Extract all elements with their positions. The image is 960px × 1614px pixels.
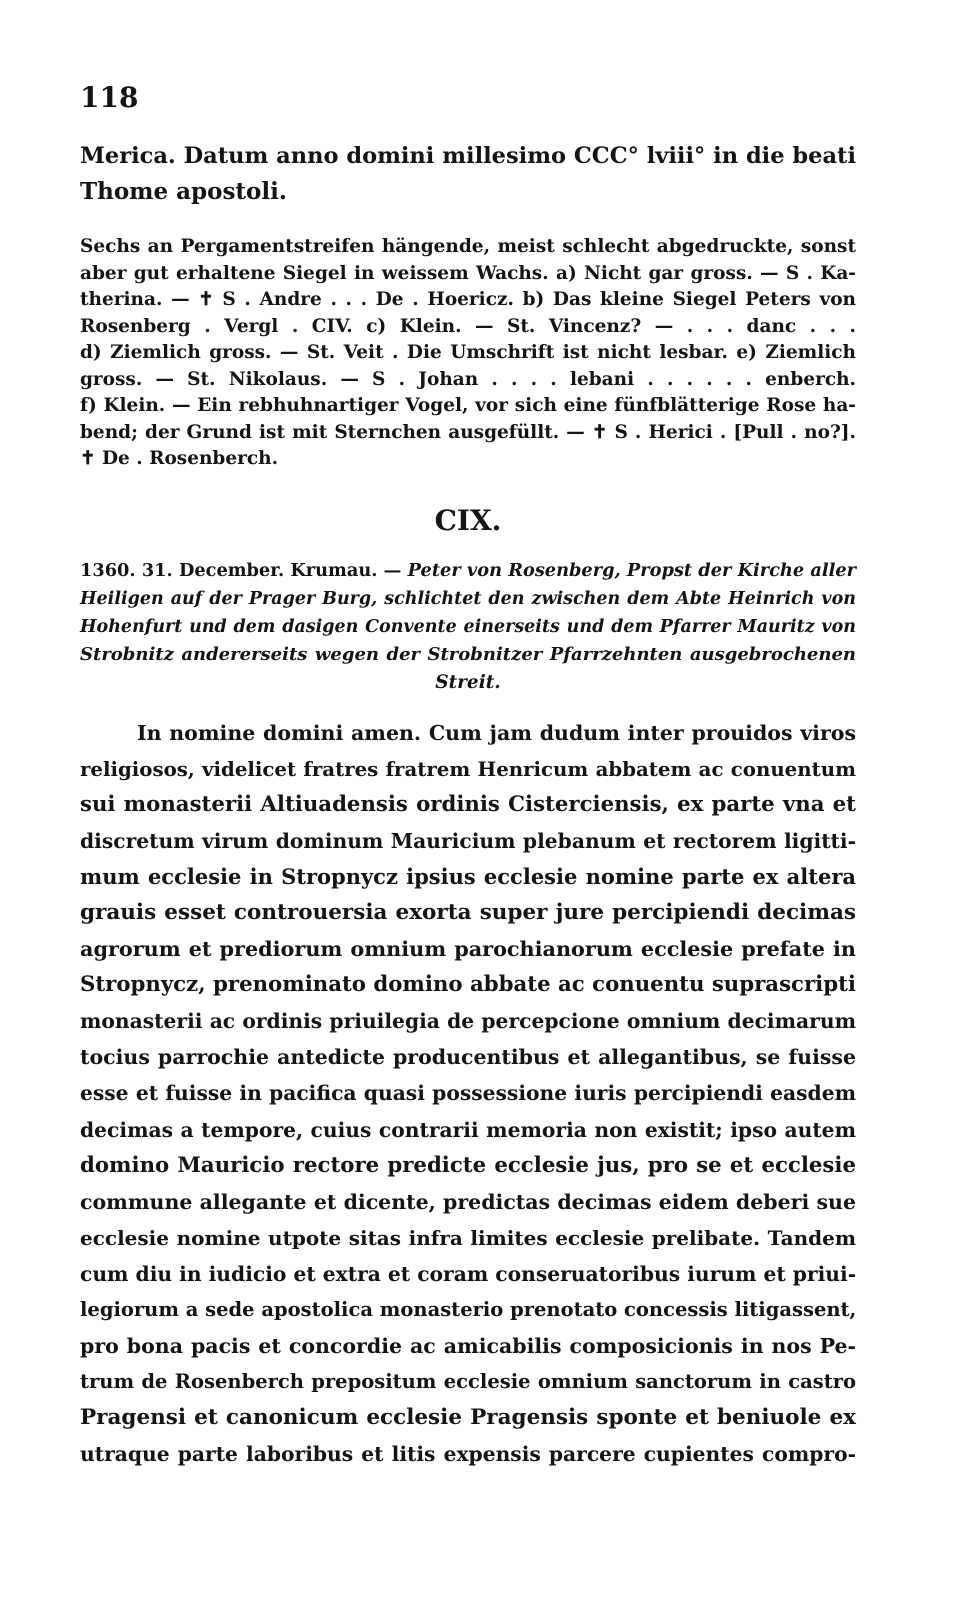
charter-text bbox=[80, 715, 856, 1473]
body-line: monasterii ac ordinis priuilegia de percepcione omnium decimarum bbox=[80, 1009, 856, 1034]
body-line: Pragensi et canonicum ecclesie Pragensis sponte et beniuole ex bbox=[80, 1405, 856, 1431]
note-line: therina. — ✝ S . Andre . . . De . Hoericz. b) Das kleine Siegel Peters von bbox=[80, 289, 856, 310]
regest-line: Strobnitz andererseits wegen der Strobnitzer Pfarrzehnten ausgebrochenen bbox=[80, 643, 856, 665]
body-line: cum diu in iudicio et extra et coram conseruatoribus iurum et priui- bbox=[80, 1261, 857, 1286]
document-number: CIX. bbox=[434, 503, 502, 537]
body-line: commune allegante et dicente, predictas decimas eidem deberi sue bbox=[80, 1189, 856, 1214]
text-line: Thome apostoli. bbox=[80, 178, 287, 205]
body-line: pro bona pacis et concordie ac amicabilis composicionis in nos Pe- bbox=[80, 1334, 856, 1359]
body-line: legiorum a sede apostolica monasterio prenotato concessis litigassent, bbox=[80, 1298, 857, 1321]
body-line: utraque parte laboribus et litis expensis parcere cupientes compro- bbox=[80, 1442, 856, 1467]
seal-notes bbox=[80, 234, 856, 473]
body-line: Stropnycz, prenominato domino abbate ac conuentu suprascripti bbox=[80, 972, 856, 998]
body-line: domino Mauricio rectore predicte ecclesie jus, pro se et ecclesie bbox=[80, 1152, 856, 1178]
body-line: ecclesie nomine utpote sitas infra limites ecclesie prelibate. Tandem bbox=[80, 1225, 856, 1250]
body-line: religiosos, videlicet fratres fratrem Henricum abbatem ac conuentum bbox=[80, 756, 856, 781]
body-line: trum de Rosenberch prepositum ecclesie omnium sanctorum in castro bbox=[80, 1370, 856, 1394]
note-line: Rosenberg . Vergl . CIV. c) Klein. — St. Vincenz? — . . . danc . . . bbox=[80, 315, 856, 337]
lead-paragraph bbox=[80, 138, 856, 210]
note-line: gross. — St. Nikolaus. — S . Johan . . . . lebani . . . . . . enberch. bbox=[80, 368, 856, 390]
note-line: bend; der Grund ist mit Sternchen ausgefüllt. — ✝ S . Herici . [Pull . no?]. bbox=[80, 421, 856, 443]
body-line: sui monasterii Altiuadensis ordinis Cisterciensis, ex parte vna et bbox=[80, 791, 856, 817]
body-line: decimas a tempore, cuius contrarii memoria non existit; ipso autem bbox=[80, 1117, 856, 1142]
body-line: In nomine domini amen. Cum jam dudum inter prouidos viros bbox=[137, 720, 856, 745]
regest-heading bbox=[80, 557, 856, 697]
regest-line: Hohenfurt und dem dasigen Convente einerseits und dem Pfarrer Mauritz von bbox=[80, 616, 856, 637]
regest-date-place: 1360. 31. December. Krumau. — bbox=[80, 559, 402, 581]
note-line: Sechs an Pergamentstreifen hängende, meist schlecht abgedruckte, sonst bbox=[80, 236, 856, 257]
text-line: Merica. Datum anno domini millesimo CCC° lviii° in die beati bbox=[80, 143, 856, 169]
body-line: discretum virum dominum Mauricium plebanum et rectorem ligitti- bbox=[80, 828, 856, 853]
body-line: agrorum et prediorum omnium parochianorum ecclesie prefate in bbox=[80, 937, 856, 962]
regest-line: Streit. bbox=[435, 671, 501, 693]
regest-line bbox=[80, 557, 856, 585]
note-line: d) Ziemlich gross. — St. Veit . Die Umschrift ist nicht lesbar. e) Ziemlich bbox=[80, 342, 856, 363]
page-number: 118 bbox=[80, 81, 139, 114]
body-line: tocius parrochie antedicte producentibus et allegantibus, se fuisse bbox=[80, 1045, 856, 1070]
body-line: grauis esset controuersia exorta super jure percipiendi decimas bbox=[80, 899, 856, 925]
regest-summary-start: Peter von Rosenberg, Propst der Kirche aller bbox=[407, 559, 856, 581]
note-line: f) Klein. — Ein rebhuhnartiger Vogel, vor sich eine fünfblätterige Rose ha- bbox=[80, 395, 856, 416]
regest-line: Heiligen auf der Prager Burg, schlichtet den zwischen dem Abte Heinrich von bbox=[80, 588, 856, 609]
note-line: ✝ De . Rosenberch. bbox=[80, 448, 279, 469]
note-line: aber gut erhaltene Siegel in weissem Wachs. a) Nicht gar gross. — S . Ka- bbox=[80, 262, 856, 284]
body-line: mum ecclesie in Stropnycz ipsius ecclesie nomine parte ex altera bbox=[80, 863, 856, 889]
body-line: esse et fuisse in pacifica quasi possessione iuris percipiendi easdem bbox=[80, 1081, 856, 1106]
